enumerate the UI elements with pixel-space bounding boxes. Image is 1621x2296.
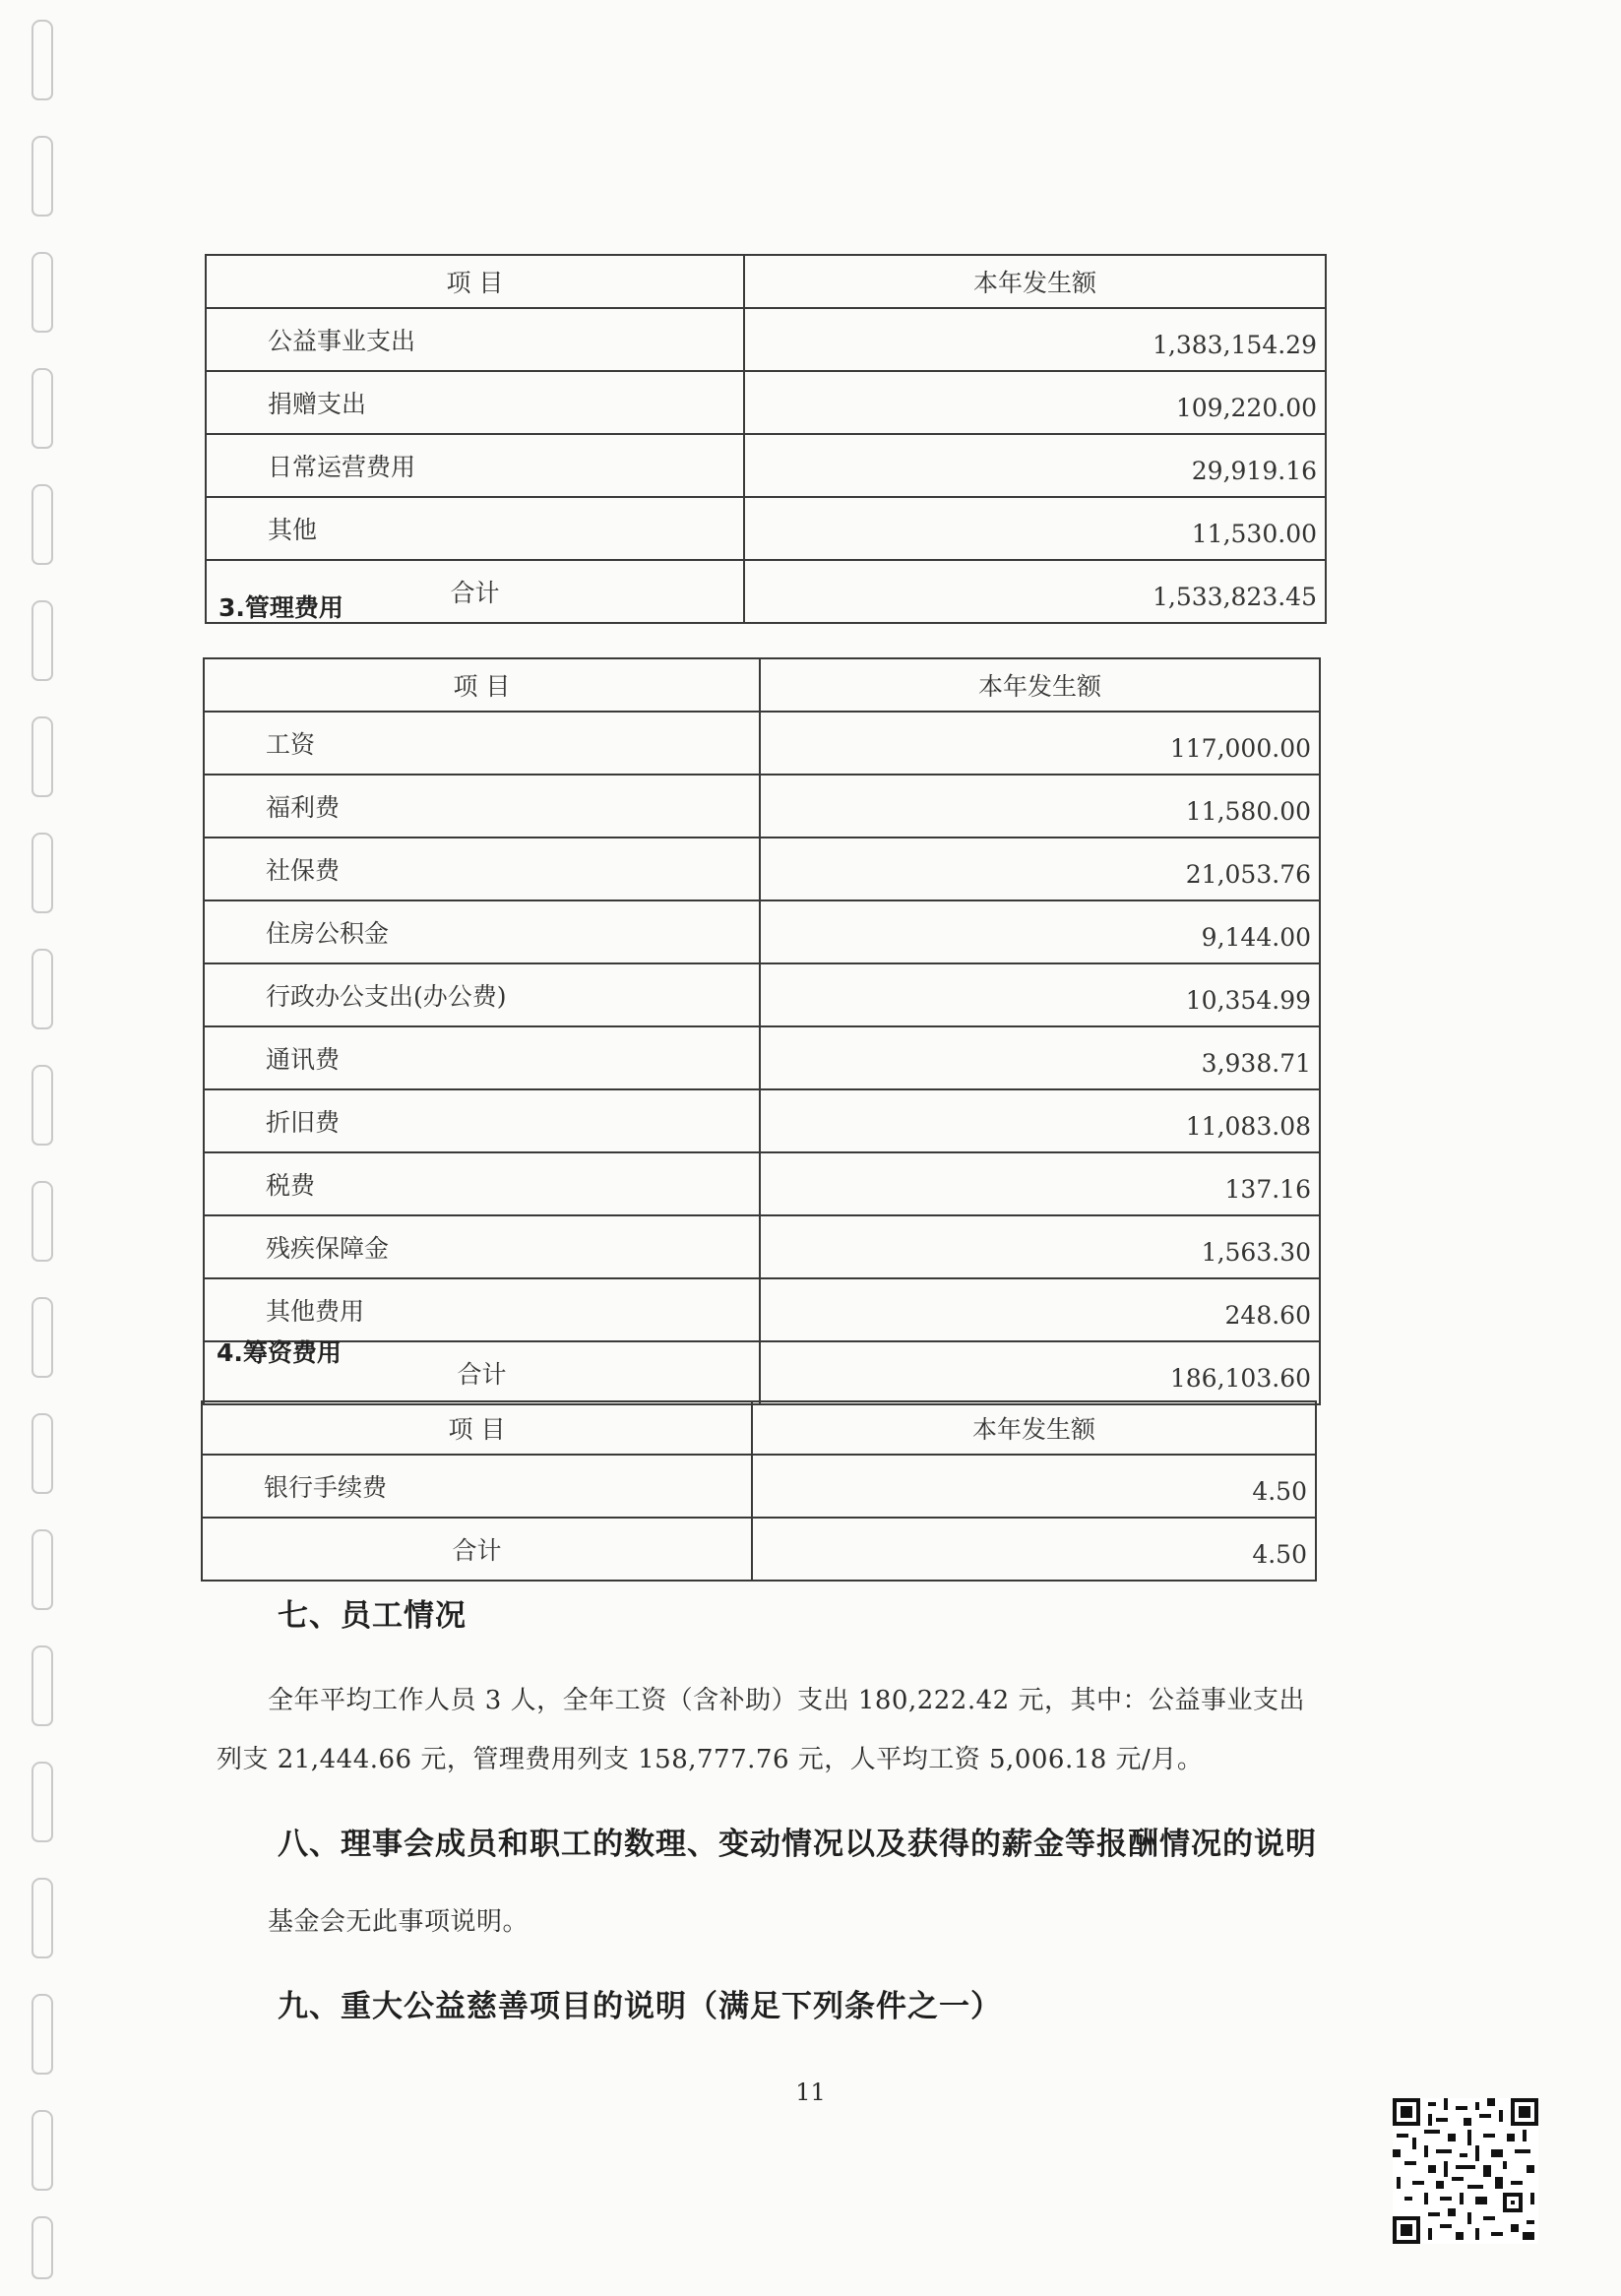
binding-hole [31,2216,53,2279]
row-amount: 11,530.00 [744,497,1326,560]
row-item: 通讯费 [204,1026,760,1089]
binding-hole [31,949,53,1029]
table-row [204,838,1320,900]
table-total-row [204,1341,1320,1404]
row-amount: 4.50 [752,1455,1316,1518]
table-row [204,775,1320,838]
header-amount: 本年发生额 [752,1401,1316,1455]
binding-hole [31,1065,53,1146]
row-item: 工资 [204,712,760,775]
row-item: 公益事业支出 [206,308,744,371]
binding-hole [31,1297,53,1378]
header-item: 项 目 [202,1401,752,1455]
binding-hole [31,2110,53,2191]
row-item: 税费 [204,1152,760,1215]
header-amount: 本年发生额 [744,255,1326,308]
section-heading: 九、重大公益慈善项目的说明（满足下列条件之一） [278,1989,1002,2024]
table-row [204,900,1320,963]
qr-code [1393,2098,1538,2244]
total-label: 合计 [204,1341,760,1404]
row-item: 其他费用 [204,1278,760,1341]
binding-hole [31,1181,53,1262]
binding-hole [31,368,53,449]
row-item: 捐赠支出 [206,371,744,434]
paragraph-line: 列支 21,444.66 元，管理费用列支 158,777.76 元，人平均工资 5,006.18 元/月。 [217,1745,1204,1774]
table-total-row [206,560,1326,623]
table-row [206,371,1326,434]
table-row [204,1026,1320,1089]
table-row [204,963,1320,1026]
binding-hole [31,252,53,333]
row-item: 银行手续费 [202,1455,752,1518]
row-amount: 21,053.76 [760,838,1320,900]
row-amount: 9,144.00 [760,900,1320,963]
row-amount: 10,354.99 [760,963,1320,1026]
section-title: 4.筹资费用 [217,1338,342,1367]
table-row [204,1215,1320,1278]
table-row [206,497,1326,560]
paragraph-line: 全年平均工作人员 3 人，全年工资（含补助）支出 180,222.42 元，其中：公益事业支出 [268,1686,1305,1715]
table-total-row [202,1518,1316,1581]
row-item: 残疾保障金 [204,1215,760,1278]
row-amount: 1,563.30 [760,1215,1320,1278]
binding-hole [31,716,53,797]
binding-hole [31,1994,53,2075]
row-amount: 29,919.16 [744,434,1326,497]
row-amount: 137.16 [760,1152,1320,1215]
table-management-expense [203,657,1321,1405]
header-item: 项 目 [206,255,744,308]
section-title: 3.管理费用 [218,593,343,622]
table-row [206,308,1326,371]
total-label: 合计 [202,1518,752,1581]
row-item: 行政办公支出(办公费) [204,963,760,1026]
binding-hole [31,600,53,681]
row-item: 折旧费 [204,1089,760,1152]
binding-hole [31,1529,53,1610]
table-row [204,1152,1320,1215]
total-amount: 186,103.60 [760,1341,1320,1404]
table-header-row [202,1401,1316,1455]
total-label: 合计 [206,560,744,623]
row-amount: 3,938.71 [760,1026,1320,1089]
binding-hole [31,20,53,100]
row-item: 日常运营费用 [206,434,744,497]
row-item: 其他 [206,497,744,560]
total-amount: 1,533,823.45 [744,560,1326,623]
table-row [206,434,1326,497]
row-item: 福利费 [204,775,760,838]
table-row [204,712,1320,775]
binding-hole [31,833,53,913]
total-amount: 4.50 [752,1518,1316,1581]
binding-hole [31,136,53,217]
row-amount: 11,083.08 [760,1089,1320,1152]
table-row [204,1089,1320,1152]
row-amount: 11,580.00 [760,775,1320,838]
row-item: 社保费 [204,838,760,900]
table-row [202,1455,1316,1518]
header-amount: 本年发生额 [760,658,1320,712]
table-financing-expense [201,1400,1317,1582]
section-heading: 八、理事会成员和职工的数理、变动情况以及获得的薪金等报酬情况的说明 [278,1827,1317,1862]
table-expense-1 [205,254,1327,624]
paragraph-line: 基金会无此事项说明。 [268,1907,530,1937]
table-header-row [204,658,1320,712]
page-number: 11 [795,2079,826,2106]
header-item: 项 目 [204,658,760,712]
binding-hole [31,1413,53,1494]
row-amount: 109,220.00 [744,371,1326,434]
row-amount: 248.60 [760,1278,1320,1341]
row-amount: 117,000.00 [760,712,1320,775]
binding-hole [31,484,53,565]
table-row [204,1278,1320,1341]
binding-hole [31,1762,53,1842]
table-header-row [206,255,1326,308]
binding-holes [22,20,65,2283]
section-heading: 七、员工情况 [278,1598,467,1634]
row-amount: 1,383,154.29 [744,308,1326,371]
row-item: 住房公积金 [204,900,760,963]
binding-hole [31,1878,53,1958]
binding-hole [31,1645,53,1726]
